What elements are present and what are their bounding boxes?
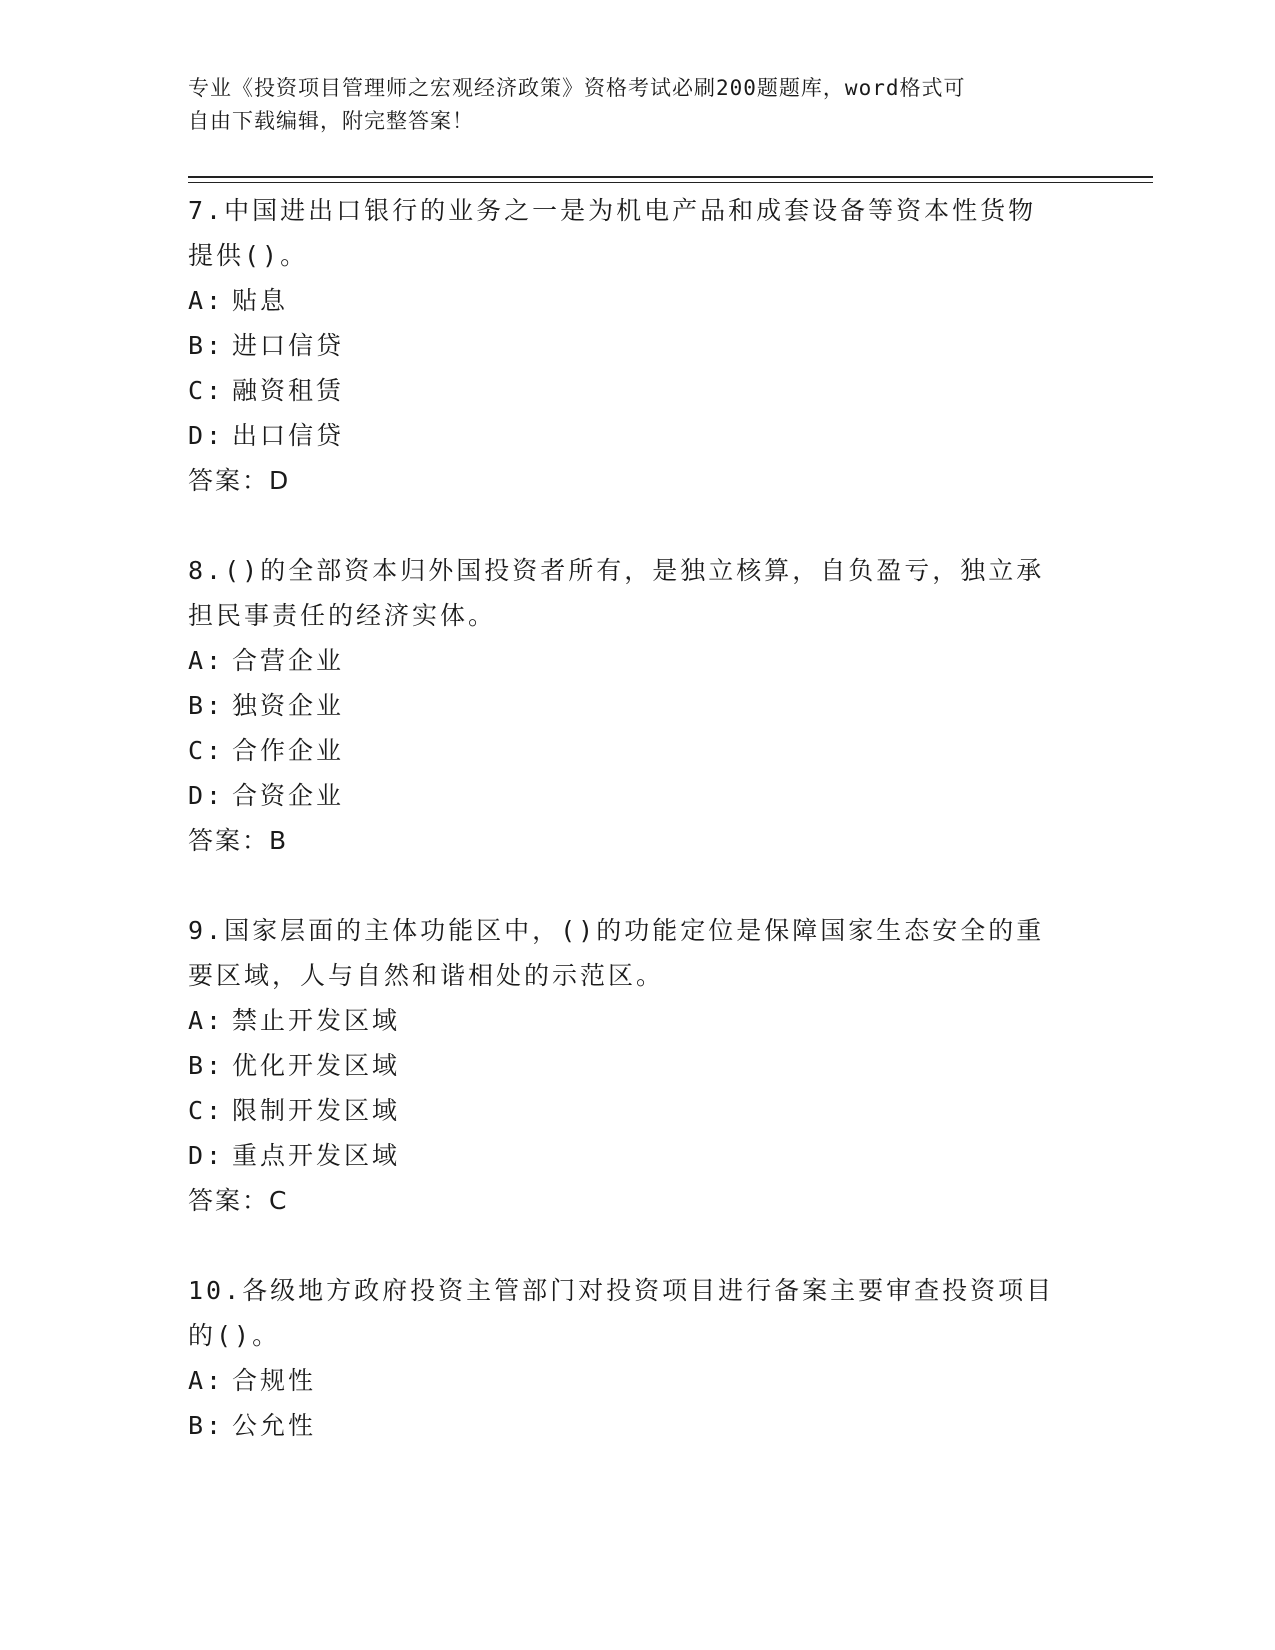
option-a [188,1358,1068,1403]
question-stem-line: 8.()的全部资本归外国投资者所有，是独立核算，自负盈亏，独立承 [188,556,1045,585]
option-letter: B: [188,1051,225,1080]
question-stem [188,1268,1068,1358]
option-text: 优化开发区域 [232,1051,401,1080]
option-text: 独资企业 [232,691,345,720]
option-letter: C: [188,1096,225,1125]
question-stem-line: 9.国家层面的主体功能区中，()的功能定位是保障国家生态安全的重 [188,916,1045,945]
document-header [188,72,1068,138]
question-10 [188,1268,1068,1448]
answer-line: 答案：D [188,466,291,495]
header-line-1: 专业《投资项目管理师之宏观经济政策》资格考试必刷200题题库，word格式可 [188,76,966,100]
option-b [188,1043,1068,1088]
option-letter: A: [188,646,225,675]
question-stem-line: 提供()。 [188,241,309,270]
question-8 [188,548,1068,863]
option-b [188,1403,1068,1448]
option-c [188,728,1068,773]
option-a [188,278,1068,323]
option-a [188,998,1068,1043]
option-d [188,773,1068,818]
option-text: 限制开发区域 [232,1096,401,1125]
option-letter: B: [188,1411,225,1440]
option-text: 出口信贷 [232,421,345,450]
question-9 [188,908,1068,1223]
option-letter: A: [188,1006,225,1035]
option-text: 合规性 [232,1366,317,1395]
option-letter: C: [188,376,225,405]
option-text: 合作企业 [232,736,345,765]
option-text: 公允性 [232,1411,317,1440]
option-a [188,638,1068,683]
option-text: 贴息 [232,286,289,315]
option-text: 进口信贷 [232,331,345,360]
question-stem-line: 要区域，人与自然和谐相处的示范区。 [188,961,665,990]
option-text: 禁止开发区域 [232,1006,401,1035]
question-stem-line: 担民事责任的经济实体。 [188,601,497,630]
option-text: 融资租赁 [232,376,345,405]
option-letter: B: [188,691,225,720]
option-d [188,1133,1068,1178]
question-stem [188,188,1068,278]
option-letter: D: [188,1141,225,1170]
option-c [188,1088,1068,1133]
question-7 [188,188,1068,503]
question-stem [188,548,1068,638]
option-d [188,413,1068,458]
question-stem [188,908,1068,998]
question-stem-line: 7.中国进出口银行的业务之一是为机电产品和成套设备等资本性货物 [188,196,1037,225]
question-stem-line: 的()。 [188,1321,281,1350]
option-letter: D: [188,781,225,810]
question-stem-line: 10.各级地方政府投资主管部门对投资项目进行备案主要审查投资项目 [188,1276,1055,1305]
option-text: 合资企业 [232,781,345,810]
option-b [188,683,1068,728]
option-text: 合营企业 [232,646,345,675]
option-letter: A: [188,1366,225,1395]
option-letter: D: [188,421,225,450]
option-letter: A: [188,286,225,315]
option-letter: C: [188,736,225,765]
header-divider-thin [188,182,1153,183]
option-c [188,368,1068,413]
answer-line: 答案：C [188,1186,289,1215]
option-letter: B: [188,331,225,360]
header-divider-thick [188,176,1153,178]
answer-line: 答案：B [188,826,289,855]
header-line-2: 自由下载编辑，附完整答案！ [188,109,474,133]
option-b [188,323,1068,368]
option-text: 重点开发区域 [232,1141,401,1170]
